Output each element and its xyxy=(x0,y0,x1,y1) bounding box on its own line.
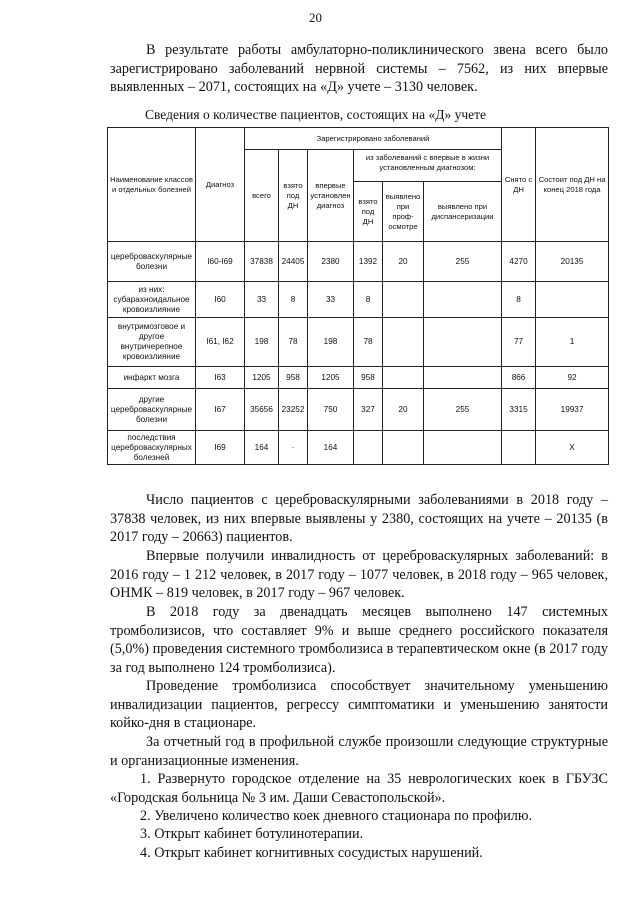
cell-disp: 255 xyxy=(424,389,502,431)
header-removed: Снято с ДН xyxy=(502,128,536,242)
cell-disp: 255 xyxy=(424,242,502,282)
header-found-dispensary: выявлено при диспансеризации xyxy=(424,182,502,242)
cell-removed: 866 xyxy=(502,367,536,389)
cell-name: другие цереброваскулярные болезни xyxy=(108,389,196,431)
cell-name: последствия цереброваскулярных болезней xyxy=(108,431,196,465)
header-sub-taken: взято под ДН xyxy=(354,182,383,242)
cell-sub-taken: 958 xyxy=(354,367,383,389)
table-row xyxy=(108,431,609,465)
table-row xyxy=(108,242,609,282)
cell-end: 19937 xyxy=(536,389,609,431)
cell-total: 164 xyxy=(245,431,279,465)
cell-exam: 20 xyxy=(383,242,424,282)
header-diagnosis: Диагноз xyxy=(196,128,245,242)
table-row xyxy=(108,389,609,431)
cell-first: 33 xyxy=(308,282,354,318)
table-row xyxy=(108,282,609,318)
cell-diag: I61, I62 xyxy=(196,318,245,367)
paragraph-1: Число пациентов с цереброваскулярными заболеваниями в 2018 году – 37838 человек, из них впервые выявлены у 2380, состоящих на учете – 20135 (в 2017 году – 20663) пациентов. xyxy=(110,492,608,545)
cell-end: X xyxy=(536,431,609,465)
cell-name: из них: субарахноидальное кровоизлияние xyxy=(108,282,196,318)
paragraph-4: Проведение тромболизиса способствует значительному уменьшению инвалидизации пациентов, регрессу симптоматики и уменьшению занятости койко-дня в стационаре. xyxy=(110,678,608,731)
cell-taken: 78 xyxy=(279,318,308,367)
list-item: 4. Открыт кабинет когнитивных сосудистых нарушений. xyxy=(140,845,483,861)
cell-diag: I67 xyxy=(196,389,245,431)
header-total: всего xyxy=(245,150,279,242)
header-taken-dn: взято под ДН xyxy=(279,150,308,242)
cell-exam xyxy=(383,282,424,318)
paragraph-3: В 2018 году за двенадцать месяцев выполнено 147 системных тромболизисов, что составляет 9% и выше среднего российского показателя (5,0%) проведения системного тромболизиса в терапевтическом окне (в 2017 году за год выполнено 124 тромболизиса). xyxy=(110,604,608,676)
page-number: 20 xyxy=(309,10,322,25)
cell-name: внутримозговое и другое внутричерепное кровоизлияние xyxy=(108,318,196,367)
cell-end: 92 xyxy=(536,367,609,389)
cell-diag: I60-I69 xyxy=(196,242,245,282)
intro-paragraph: В результате работы амбулаторно-поликлинического звена всего было зарегистрировано заболеваний нервной системы – 7562, из них впервые выявленных – 2071, состоящих на «Д» учете – 3130 человек. xyxy=(110,42,608,95)
cell-sub-taken: 78 xyxy=(354,318,383,367)
cell-first: 2380 xyxy=(308,242,354,282)
header-found-exam: выявлено при проф-осмотре xyxy=(383,182,424,242)
cell-first: 750 xyxy=(308,389,354,431)
list-item: 2. Увеличено количество коек дневного стационара по профилю. xyxy=(140,808,533,824)
header-end-year: Состоит под ДН на конец 2018 года xyxy=(536,128,609,242)
cell-sub-taken: 8 xyxy=(354,282,383,318)
cell-sub-taken xyxy=(354,431,383,465)
patients-table xyxy=(107,127,609,465)
cell-exam xyxy=(383,431,424,465)
cell-first: 198 xyxy=(308,318,354,367)
cell-total: 35656 xyxy=(245,389,279,431)
cell-name: инфаркт мозга xyxy=(108,367,196,389)
cell-end xyxy=(536,282,609,318)
cell-taken: 958 xyxy=(279,367,308,389)
table-row xyxy=(108,367,609,389)
cell-total: 33 xyxy=(245,282,279,318)
table-row xyxy=(108,318,609,367)
cell-total: 198 xyxy=(245,318,279,367)
cell-taken: 8 xyxy=(279,282,308,318)
cell-removed: 4270 xyxy=(502,242,536,282)
header-registered: Зарегистрировано заболеваний xyxy=(245,128,502,150)
cell-exam xyxy=(383,318,424,367)
cell-removed xyxy=(502,431,536,465)
list-item: 1. Развернуто городское отделение на 35 неврологических коек в ГБУЗС «Городская больница № 3 им. Даши Севастопольской». xyxy=(110,771,608,806)
cell-diag: I60 xyxy=(196,282,245,318)
cell-taken: 23252 xyxy=(279,389,308,431)
cell-sub-taken: 1392 xyxy=(354,242,383,282)
cell-total: 1205 xyxy=(245,367,279,389)
cell-diag: I69 xyxy=(196,431,245,465)
cell-exam xyxy=(383,367,424,389)
cell-disp xyxy=(424,367,502,389)
header-name: Наименование классов и отдельных болезней xyxy=(108,128,196,242)
cell-end: 20135 xyxy=(536,242,609,282)
paragraph-2: Впервые получили инвалидность от цереброваскулярных заболеваний: в 2016 году – 1 212 человек, в 2017 году – 1077 человек, в 2018 году – 965 человек, ОНМК – 819 человек, в 2017 году – 967 человек. xyxy=(110,548,608,601)
table-caption: Сведения о количестве пациентов, состоящих на «Д» учете xyxy=(144,107,487,122)
cell-first: 1205 xyxy=(308,367,354,389)
cell-removed: 8 xyxy=(502,282,536,318)
cell-taken: 24405 xyxy=(279,242,308,282)
table-body xyxy=(108,242,609,465)
cell-disp xyxy=(424,282,502,318)
cell-removed: 77 xyxy=(502,318,536,367)
header-first-in-life: из заболеваний с впервые в жизни установленным диагнозом: xyxy=(354,150,502,182)
cell-taken: · xyxy=(279,431,308,465)
list-item: 3. Открыт кабинет ботулинотерапии. xyxy=(140,826,364,842)
cell-disp xyxy=(424,318,502,367)
cell-disp xyxy=(424,431,502,465)
paragraph-5: За отчетный год в профильной службе произошли следующие структурные и организационные изменения. xyxy=(110,734,608,769)
cell-name: цереброваскулярные болезни xyxy=(108,242,196,282)
cell-diag: I63 xyxy=(196,367,245,389)
cell-total: 37838 xyxy=(245,242,279,282)
cell-first: 164 xyxy=(308,431,354,465)
cell-removed: 3315 xyxy=(502,389,536,431)
cell-end: 1 xyxy=(536,318,609,367)
cell-sub-taken: 327 xyxy=(354,389,383,431)
cell-exam: 20 xyxy=(383,389,424,431)
header-first-diagnosis: впервые установлен диагноз xyxy=(308,150,354,242)
